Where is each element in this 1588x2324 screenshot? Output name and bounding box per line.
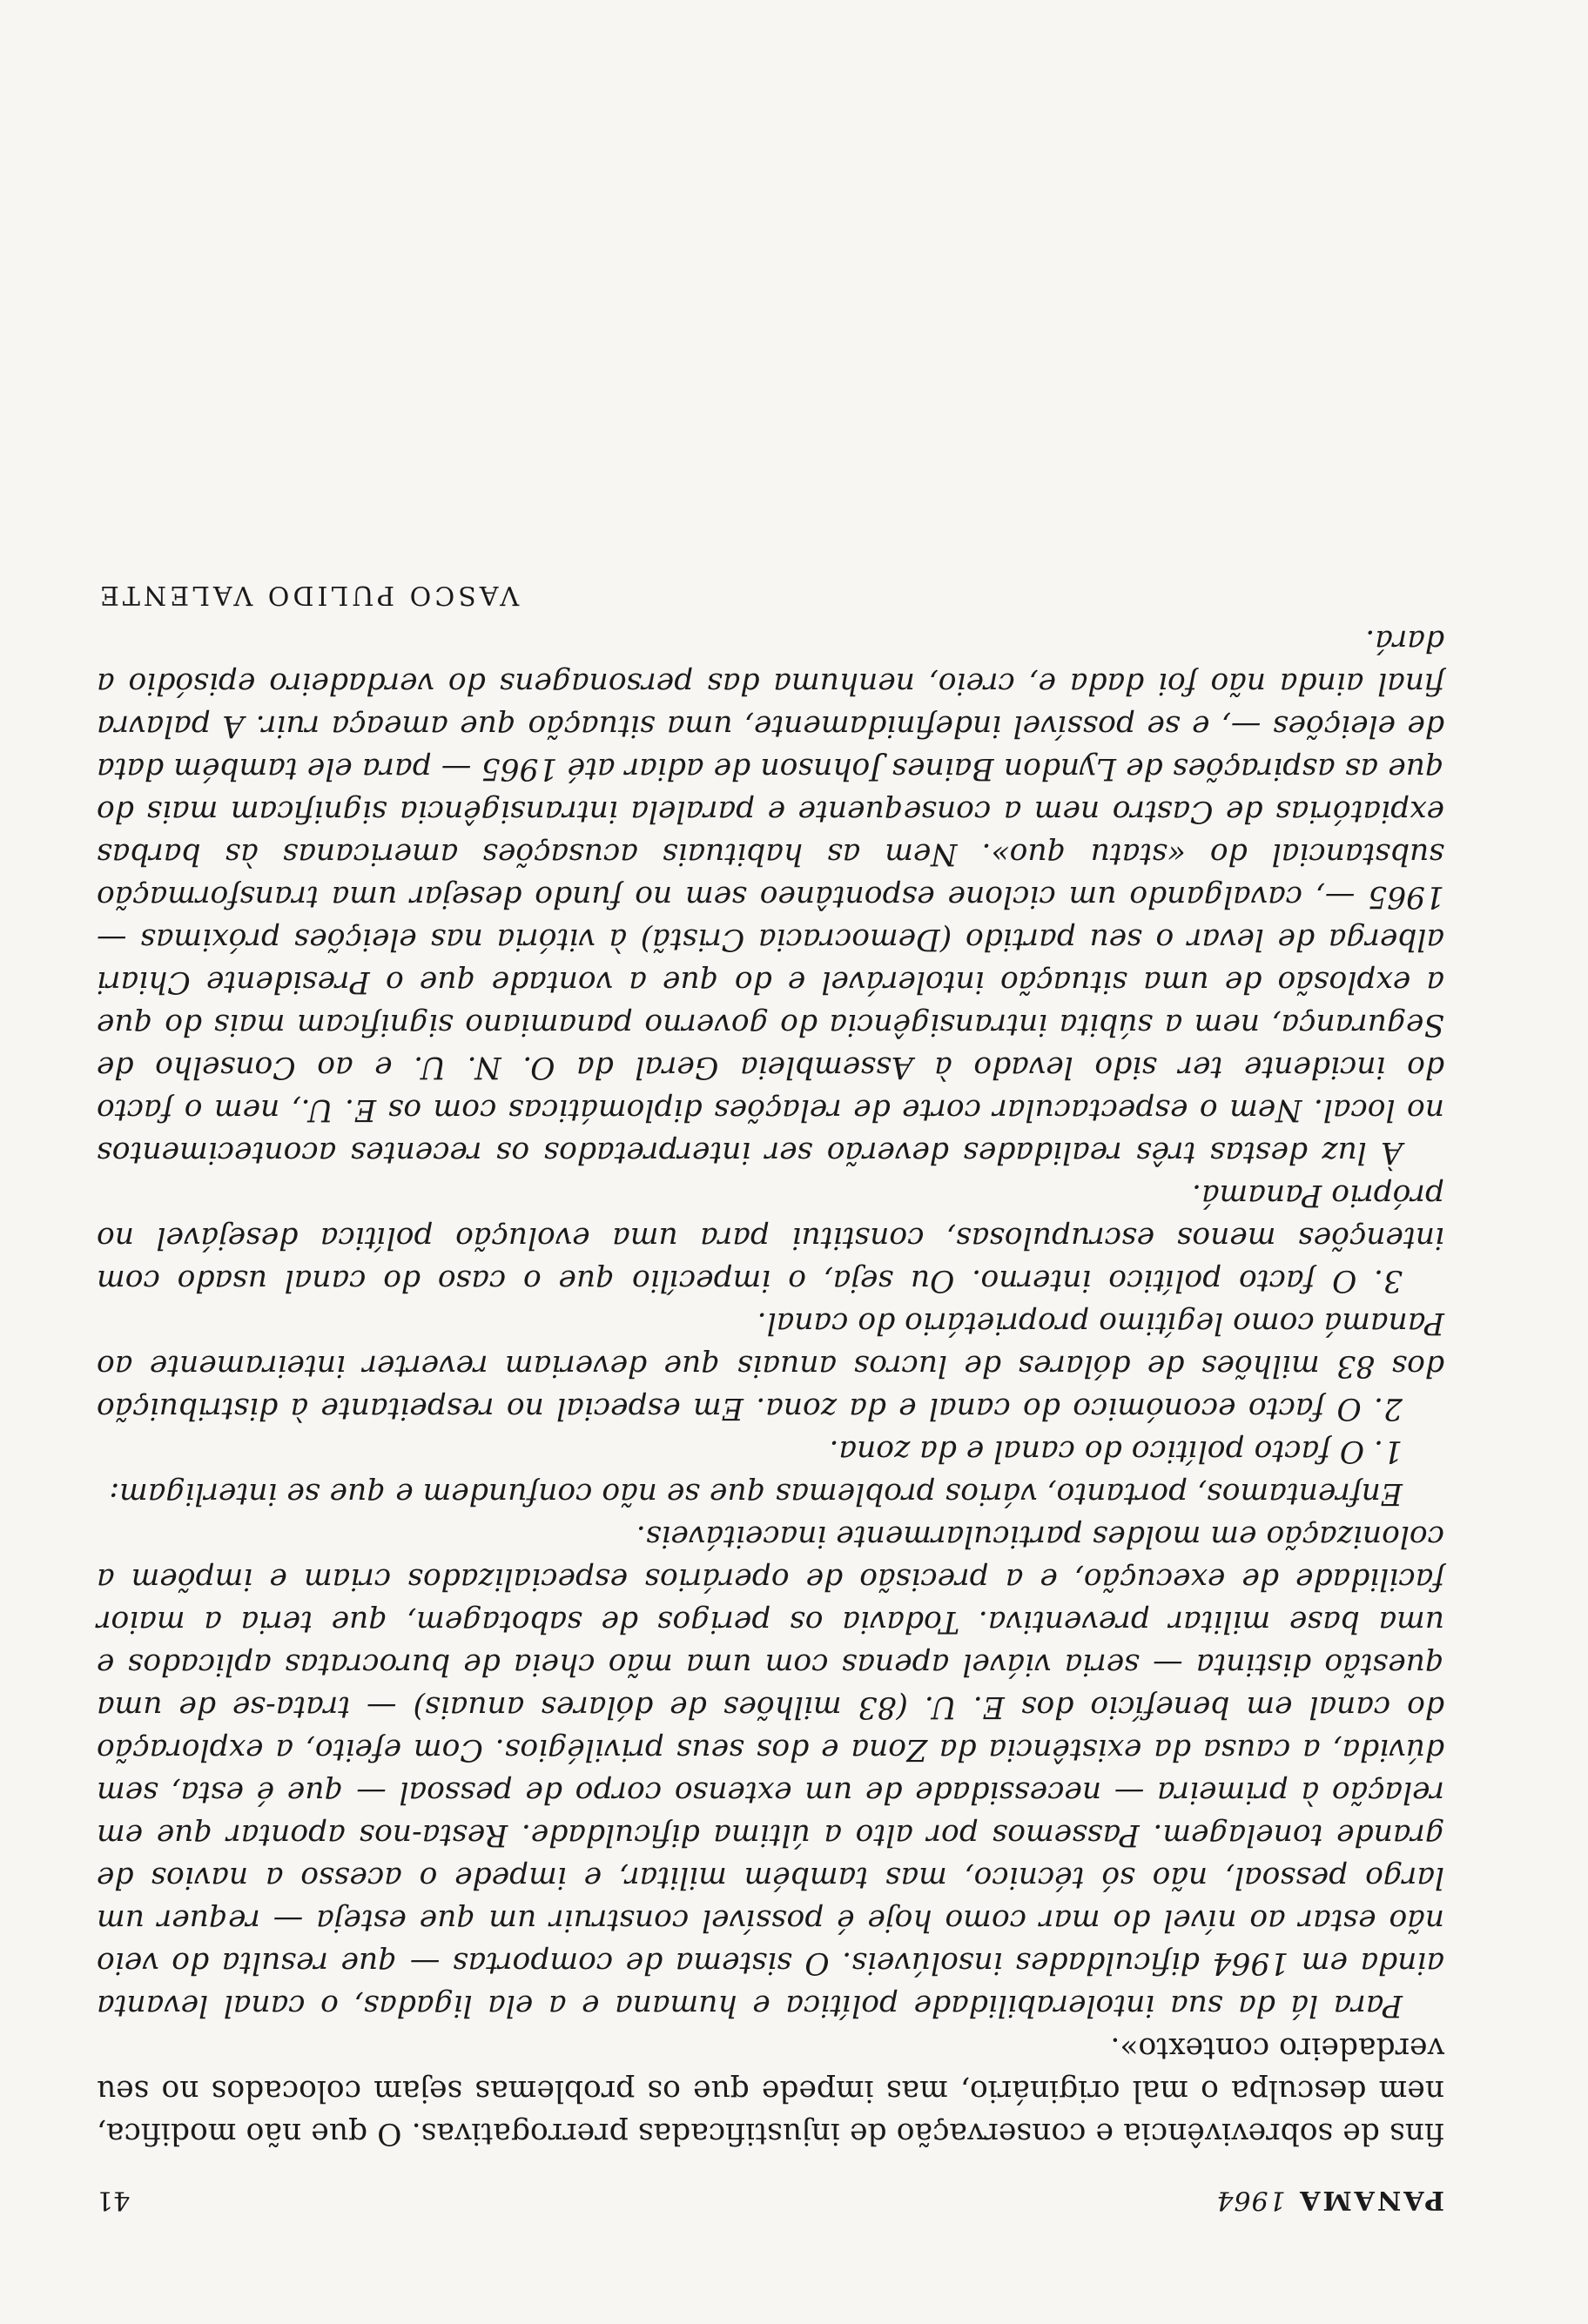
list-item-2: 2. O facto económico do canal e da zona. Em especial no respeitante à distribuição dos 83 milhões de dólares de lucros anuais que deveriam reverter inteiramente ao Panamá como legítimo proprietário do canal. bbox=[97, 1306, 1444, 1426]
running-title bbox=[1215, 2185, 1444, 2215]
paragraph-problems-intro: Enfrentamos, portanto, vários problemas que se não confundem e que se interligam: bbox=[109, 1476, 1403, 1511]
page-number: 41 bbox=[97, 2185, 131, 2215]
list-item-3: 3. O facto político interno. Ou seja, o impecílio que o caso do canal usado com intenções menos escrupulosas, constitui para uma evolução política desejável no próprio Panamá. bbox=[97, 1178, 1444, 1298]
running-header bbox=[97, 2154, 1444, 2215]
list-item-1: 1. O facto político do canal e da zona. bbox=[829, 1434, 1403, 1468]
page-content bbox=[97, 580, 1444, 2215]
paragraph-continuation: fins de sobrevivência e conservação de injustificadas prerrogativas. O que não modifica, nem desculpa o mal originário, mas impede que os problemas sejam colocados no seu verdadeiro contexto». bbox=[97, 2031, 1444, 2151]
paragraph-conclusion: À luz destas três realidades deverão ser interpretados os recentes acontecimentos no local. Nem o espectacular corte de relações diplomáticas com os E. U., nem o facto do incidente ter sido levado à Assembleia Geral da O. N. U. e ao Conselho de Segurança, nem a súbita intransigência do governo panamiano significam mais do que a explosão de uma situação intolerável e do que a vontade que o Presidente Chiari alberga de levar o seu partido (Democracia Cristã) à vitória nas eleições próximas — 1965 —, cavalgando um ciclone espontâneo sem no fundo desejar uma transformação substancial do «statu quo». Nem as habituais acusações americanas às barbas expiatórias de Castro nem a consequente e paralela intransigência significam mais do que as aspirações de Lyndon Baines Johnson de adiar até 1965 — para ele também data de eleições —, e se possível indefinidamente, uma situação que ameaça ruir. A palavra final ainda não foi dada e, creio, nenhuma das personagens do verdadeiro episódio a dará. bbox=[97, 623, 1444, 1170]
header-year: 1964 bbox=[1215, 2185, 1286, 2215]
author-signature: VASCO PULIDO VALENTE bbox=[97, 580, 520, 610]
paragraph-canal-difficulties: Para lá da sua intolerabilidade política e humana e a ela ligadas, o canal levanta ainda em 1964 dificuldades insolúveis. O sistema de comportas — que resulta do veio não estar ao nível do mar como hoje é possível construir um que esteja — requer um largo pessoal, não só técnico, mas também militar, e impede o acesso a navios de grande tonelagem. Passemos por alto a última dificuldade. Resta-nos apontar que em relação à primeira — necessidade de um extenso corpo de pessoal — que é esta, sem dúvida, a causa da existência da Zona e dos seus privilégios. Com efeito, a exploração do canal em benefício dos E. U. (83 milhões de dólares anuais) — trata-se de uma questão distinta — seria viável apenas com uma mão cheia de burocratas aplicados e uma base militar preventiva. Todavia os perigos de sabotagem, que teria a maior facilidade de execução, e a precisão de operários especializados criam e impõem a colonização em moldes particularmente inaceitáveis. bbox=[97, 1519, 1444, 2023]
header-title: PANAMA bbox=[1297, 2185, 1444, 2215]
